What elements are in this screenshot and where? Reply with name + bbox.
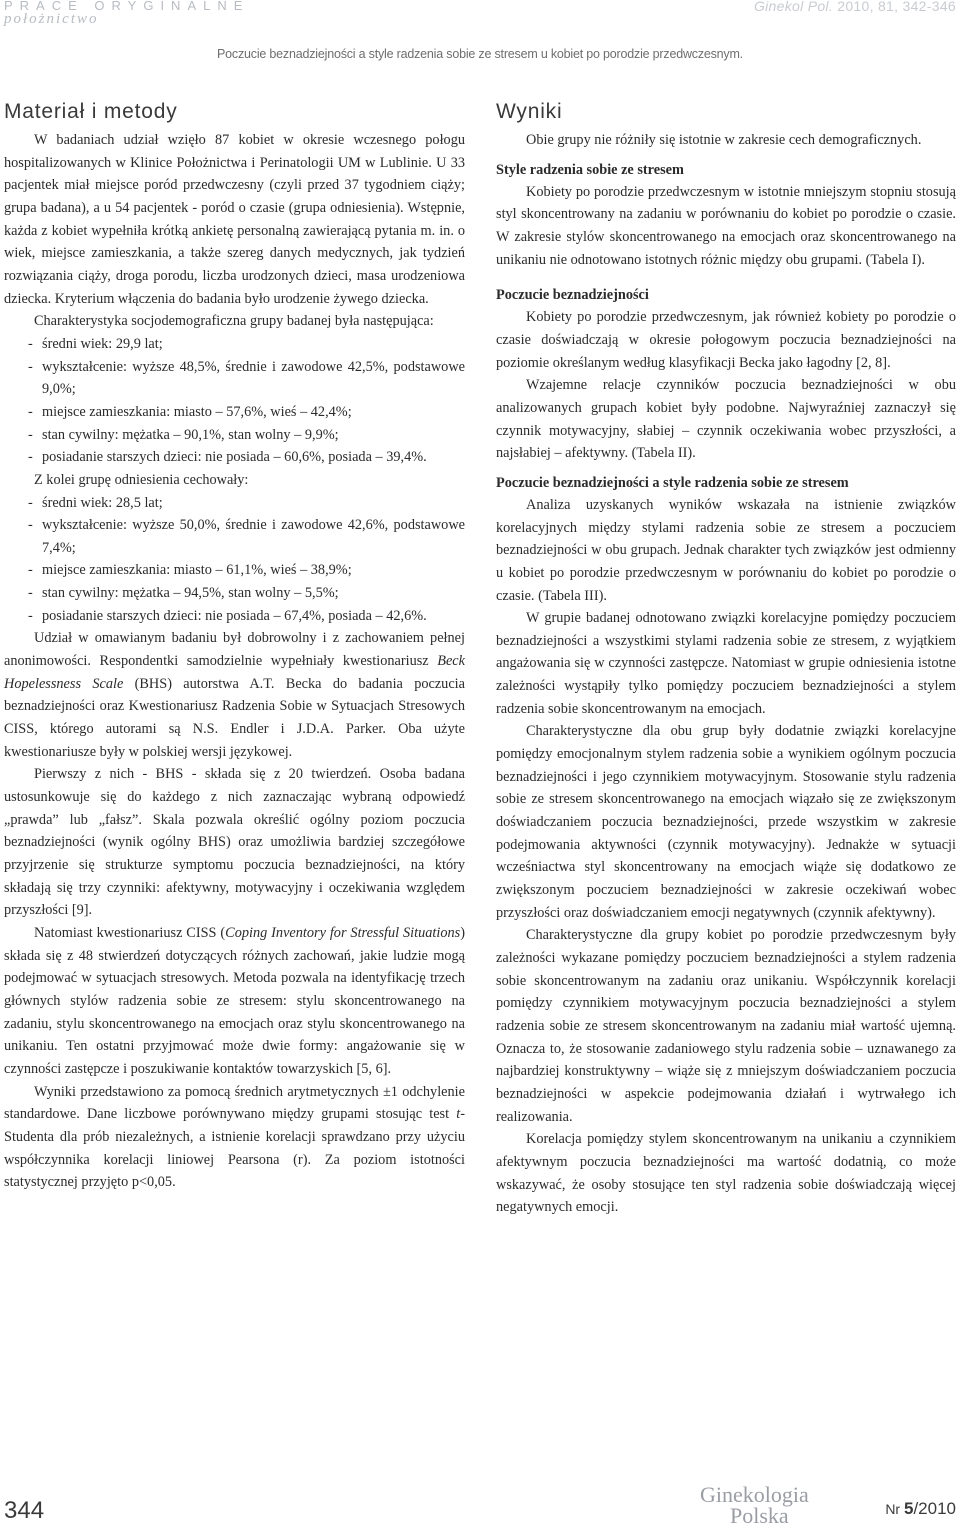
- subheading: Poczucie beznadziejności: [496, 287, 649, 304]
- list-item: - średni wiek: 28,5 lat;: [28, 494, 163, 511]
- page-number: 344: [4, 1497, 45, 1524]
- paragraph: Udział w omawianym badaniu był dobrowolny i z zachowaniem pełnej anonimowości. Respondentki samodzielnie wypełniały kwestionariusz Beck Hopelessness Scale (BHS) autorstwa A.T. Becka do badania poczucia beznadziejności oraz Kwestionariusz Radzenia Sobie w Sytuacjach Stresowych CISS, którego autorami są N.S. Endler i J.D.A. Parker. Oba użyte kwestionariusze były w polskiej wersji językowej.: [4, 630, 465, 760]
- journal-ref: 2010, 81, 342-346: [833, 0, 956, 14]
- paragraph: Wzajemne relacje czynników poczucia beznadziejności w obu analizowanych grupach kobiet były podobne. Najwyraźniej zaznaczył się czynnik motywacyjny, słabiej – czynnik oczekiwania wobec przyszłości, a najsłabiej – afektywny. (Tabela II).: [496, 377, 956, 462]
- paragraph: Charakterystyka socjodemograficzna grupy badanej była następująca:: [34, 313, 434, 330]
- paragraph: W badaniach udział wzięło 87 kobiet w okresie wczesnego połogu hospitalizowanych w Klinice Położnictwa i Perinatologii UM w Lublinie. U 33 pacjentek miał miejsce poród przedwczesny (czyli przed 37 tygodniem ciąży; grupa badana), a u 54 pacjentek - poród o czasie (grupa odniesienia). Wstępnie, każda z kobiet wypełniła krótką ankietę personalną zawierającą pytania m. in. o wiek, miejsce zamieszkania, a także szereg danych medycznych, jak tydzień rozwiązania ciąży, droga porodu, liczba urodzonych dzieci, masa urodzeniowa dziecka. Kryterium włączenia do badania było urodzenie żywego dziecka.: [4, 132, 465, 307]
- section-label: PRACE ORYGINALNE: [4, 0, 250, 13]
- list-item: - miejsce zamieszkania: miasto – 57,6%, wieś – 42,4%;: [28, 403, 352, 420]
- paragraph: Korelacja pomiędzy stylem skoncentrowanym na unikaniu a czynnikiem afektywnym poczucia beznadziejności ma wartość dodatnią, co może wskazywać, że osoby stosujące ten styl radzenia sobie doświadczają więcej negatywnych emocji.: [496, 1131, 956, 1216]
- paragraph: Charakterystyczne dla grupy kobiet po porodzie przedwczesnym były zależności wykazane pomiędzy poczuciem beznadziejności a stylem radzenia sobie skoncentrowanym na zadaniu oraz unikaniu. Współczynnik korelacji pomiędzy czynnikiem motywacyjnym poczucia beznadziejności a stylem radzenia sobie ze stresem skoncentrowanym na zadaniu miał wartość ujemną. Oznacza to, że stosowanie zadaniowego stylu radzenia sobie – uznawanego za najbardziej konstruktywny – wiąże się z mniejszym doświadczaniem poczucia beznadziejności w aspekcie podejmowania działań i wytrwałego ich realizowania.: [496, 927, 956, 1125]
- list-item: - miejsce zamieszkania: miasto – 61,1%, wieś – 38,9%;: [28, 562, 352, 579]
- paragraph: Z kolei grupę odniesienia cechowały:: [34, 471, 249, 488]
- journal-citation: [754, 0, 956, 14]
- section-heading-results: Wyniki: [496, 100, 563, 123]
- paragraph: Natomiast kwestionariusz CISS (Coping Inventory for Stressful Situations) składa się z 48 stwierdzeń dotyczących różnych zachowań, jakie ludzie mogą podejmować w sytuacjach stresowych. Metoda pozwala na identyfikację trzech głównych stylów radzenia sobie ze stresem: stylu skoncentrowanego na zadaniu, stylu skoncentrowanego na emocjach oraz stylu skoncentrowanego na unikaniu. Ten ostatni przyjmować może dwie formy: angażowanie się w czynności zastępcze i poszukiwanie kontaktów towarzyskich [5, 6].: [4, 924, 465, 1077]
- subsection-label: położnictwo: [4, 11, 99, 27]
- paragraph: Pierwszy z nich - BHS - składa się z 20 twierdzeń. Osoba badana ustosunkowuje się do każdego z nich zaznaczając wybraną odpowiedź „prawda” lub „fałsz”. Skala pozwala określić ogólny poziom poczucia beznadziejności (wynik ogólny BHS) oraz umożliwia bardziej szczegółowe przyjrzenie się strukturze symptomu poczucia beznadziejności, na który składają się trzy czynniki: afektywny, motywacyjny i oczekiwania względem przyszłości [9].: [4, 766, 465, 919]
- subheading: Poczucie beznadziejności a style radzenia sobie ze stresem: [496, 474, 849, 491]
- paragraph: Wyniki przedstawiono za pomocą średnich arytmetycznych ±1 odchylenie standardowe. Dane liczbowe porównywano między grupami stosując test t-Studenta dla prób niezależnych, a istnienie korelacji sprawdzano przy użyciu współczynnika korelacji liniowej Pearsona (r). Za poziom istotności statystycznej przyjęto p<0,05.: [4, 1083, 465, 1191]
- paragraph: Kobiety po porodzie przedwczesnym w istotnie mniejszym stopniu stosują styl skoncentrowany na zadaniu w porównaniu do kobiet po porodzie o czasie. W zakresie stylów skoncentrowanego na emocjach oraz skoncentrowanego na unikaniu nie odnotowano istotnych różnic między obu grupami. (Tabela I).: [496, 183, 956, 268]
- reference-group-list: [4, 492, 465, 628]
- list-item: - stan cywilny: mężatka – 94,5%, stan wolny – 5,5%;: [28, 585, 339, 602]
- section-heading-methods: Materiał i metody: [4, 100, 178, 123]
- paragraph: W grupie badanej odnotowano związki korelacyjne pomiędzy poczuciem beznadziejności a wszystkimi stylami radzenia sobie ze stresem, z wyjątkiem angażowania się w czynności zastępcze. Natomiast w grupie odniesienia istotne zależności wystąpiły tylko pomiędzy poczuciem beznadziejności a stylem radzenia sobie skoncentrowanym na emocjach.: [496, 610, 956, 717]
- study-group-list: [4, 333, 465, 469]
- left-column: [4, 100, 465, 1194]
- list-item: - stan cywilny: mężatka – 90,1%, stan wolny – 9,9%;: [28, 426, 339, 443]
- list-item: - posiadanie starszych dzieci: nie posiada – 67,4%, posiada – 42,6%.: [28, 607, 427, 624]
- paragraph: Analiza uzyskanych wyników wskazała na istnienie związków korelacyjnych między stylami radzenia sobie ze stresem a poczuciem beznadziejności w obu grupach. Jednak charakter tych związków jest odmienny u kobiet po porodzie przedwczesnym w porównaniu do kobiet po porodzie o czasie. (Tabela III).: [496, 496, 956, 604]
- paragraph: Charakterystyczne dla obu grup były dodatnie związki korelacyjne pomiędzy emocjonalnym stylem radzenia sobie a wynikiem ogólnym poczucia beznadziejności i jego czynnikiem motywacyjnym. Stosowanie stylu radzenia sobie ze stresem skoncentrowanego na emocjach wiązało się ze zwiększonym doświadczaniem poczucia beznadziejności, przede wszystkim w zakresie podejmowania aktywności (czynnik motywacyjny). Jednakże w sytuacji wcześniactwa styl skoncentrowany na emocjach wiąże się dodatkowo ze zwiększonym poczuciem beznadziejności w zakresie oczekiwań wobec przyszłości oraz doświadczaniem emocji negatywnych (czynnik afektywny).: [496, 723, 956, 921]
- subheading: Style radzenia sobie ze stresem: [496, 161, 684, 178]
- journal-name: Ginekol Pol.: [753, 0, 834, 14]
- list-item: - posiadanie starszych dzieci: nie posiada – 60,6%, posiada – 39,4%.: [28, 449, 427, 466]
- right-column: [496, 100, 956, 1219]
- paragraph: Kobiety po porodzie przedwczesnym, jak również kobiety po porodzie o czasie doświadczają w okresie połogowym poczucia beznadziejności na poziomie określanym według klasyfikacji Becka jako łagodny [2, 8].: [496, 309, 956, 371]
- list-item: - wykształcenie: wyższe 48,5%, średnie i zawodowe 42,5%, podstawowe 9,0%;: [28, 358, 465, 398]
- journal-logo: Ginekologia Polska: [700, 1482, 809, 1528]
- issue-number: Nr 5/2010: [885, 1499, 956, 1518]
- running-title: Poczucie beznadziejności a style radzenia sobie ze stresem u kobiet po porodzie przedwczesnym.: [217, 47, 743, 61]
- list-item: - średni wiek: 29,9 lat;: [28, 335, 163, 352]
- paragraph: Obie grupy nie różniły się istotnie w zakresie cech demograficznych.: [526, 132, 922, 148]
- list-item: - wykształcenie: wyższe 50,0%, średnie i zawodowe 42,6%, podstawowe 7,4%;: [28, 517, 465, 556]
